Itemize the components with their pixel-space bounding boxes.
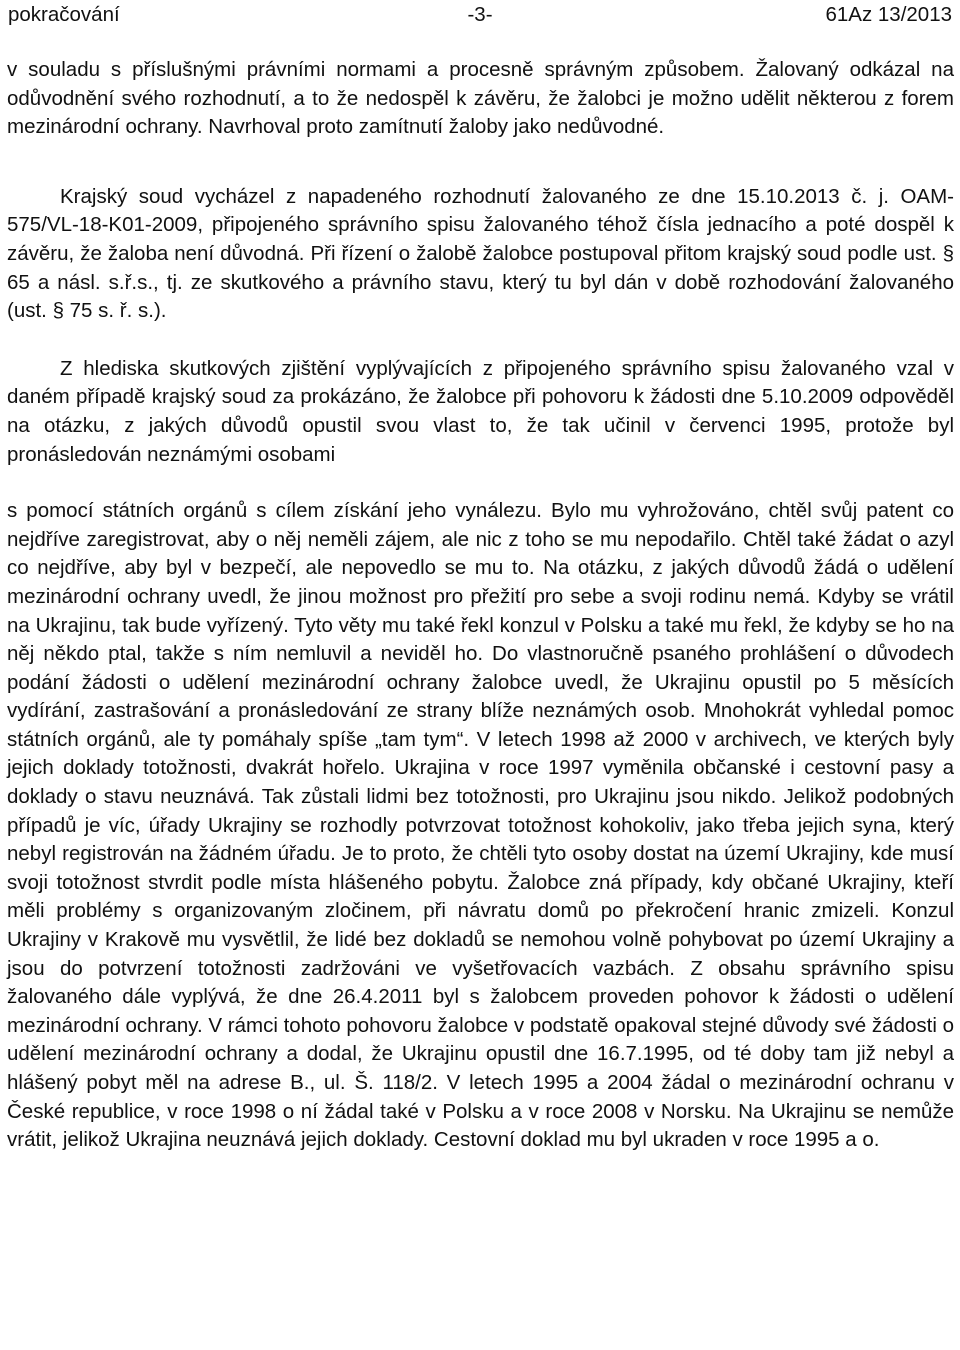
paragraph-findings-part2: s pomocí státních orgánů s cílem získání jeho vynálezu. Bylo mu vyhrožováno, chtěl svůj patent co nejdříve zaregistrovat, aby o něj neměli zájem, ale nic z toho se mu nepodařilo. Chtěl také žádat o azyl co nejdříve, aby byl v bezpečí, ale nepovedlo se mu to. Na otázku, z jakých důvodů žádá o udělení mezinárodní ochrany uvedl, že jinou možnost pro přežití pro sebe a svoji rodinu nemá. Kdyby se vrátil na Ukrajinu, tak bude vyřízený. Tyto věty mu také řekl konzul v Polsku a také mu řekl, že kdyby se ho na něj někdo ptal, takže s ním nemluvil a neviděl ho. Do vlastnoručně psaného prohlášení o důvodech podání žádosti o udělení mezinárodní ochrany žalobce uvedl, že Ukrajinu opustil po 5 měsících vydírání, zastrašování a pronásledování ze strany blíže neznámých osob. Mnohokrát vyhledal pomoc státních orgánů, ale ty pomáhaly spíše „tam tym“. V letech 1998 až 2000 v archivech, ve kterých byly jejich doklady totožnosti, dvakrát hořelo. Ukrajina v roce 1997 vyměnila občanské i cestovní pasy a doklady o stavu neuznává. Tak zůstali lidmi bez totožnosti, pro Ukrajinu jsou nikdo. Jelikož podobných případů je víc, úřady Ukrajiny se rozhodly potvrzovat totožnost kohokoliv, jako třeba jejich syna, který nebyl registrován na žádném úřadu. Je to proto, že chtěli tyto osoby dostat na území Ukrajiny, kde musí svoji totožnost stvrdit podle místa hlášeného pobytu. Žalobce zná případy, kdy občané Ukrajiny, kteří měli problémy s organizovaným zločinem, při návratu domů po překročení hranic zmizeli. Konzul Ukrajiny v Krakově mu vysvětlil, že lidé bez dokladů se nemohou volně pohybovat po území Ukrajiny a jsou do potvrzení totožnosti zadržováni ve vyšetřovacích vazbách. Z obsahu správního spisu žalovaného dále vyplývá, že dne 26.4.2011 byl s žalobcem proveden pohovor k žádosti o udělení mezinárodní ochrany. V rámci tohoto pohovoru žalobce v podstatě opakoval stejné důvody své žádosti o udělení mezinárodní ochrany a dodal, že Ukrajinu opustil dne 16.7.1995, od té doby tam již nebyl a hlášený pobyt měl na adrese B., ul. Š. 118/2. V letech 1995 a 2004 žádal o mezinárodní ochranu v České republice, v roce 1998 o ní žádal také v Polsku a v roce 2008 v Norsku. Na Ukrajinu se nemůže vrátit, jelikož Ukrajina neuznává jejich doklady. Cestovní doklad mu byl ukraden v roce 1995 a o. <box>7 499 954 1152</box>
paragraph-court-basis: Krajský soud vycházel z napadeného rozhodnutí žalovaného ze dne 15.10.2013 č. j. OAM-575/VL-18-K01-2009, připojeného správního spisu žalovaného téhož čísla jednacího a poté dospěl k závěru, že žaloba není důvodná. Při řízení o žalobě žalobce postupoval přitom krajský soud podle ust. § 65 a násl. s.ř.s., tj. ze skutkového a právního stavu, který tu byl dán v době rozhodování žalovaného (ust. § 75 s. ř. s.). <box>7 184 954 323</box>
header-continuation-label: pokračování <box>8 3 120 26</box>
document-body <box>7 56 954 1155</box>
page-number: -3- <box>467 3 493 26</box>
paragraph-spacer <box>7 326 954 355</box>
page-header <box>8 3 952 27</box>
paragraph-findings-part1: Z hlediska skutkových zjištění vyplývajících z připojeného správního spisu žalovaného vzal v daném případě krajský soud za prokázáno, že žalobce při pohovoru k žádosti dne 5.10.2009 odpověděl na otázku, z jakých důvodů opustil svou vlast to, že tak učinil v červenci 1995, protože byl pronásledován neznámými osobami <box>7 356 954 466</box>
paragraph-spacer <box>7 469 954 497</box>
paragraph-defendant-statement: v souladu s příslušnými právními normami a procesně správným způsobem. Žalovaný odkázal na odůvodnění svého rozhodnutí, a to že nedospěl k závěru, že žalobci je možno udělit některou z forem mezinárodní ochrany. Navrhoval proto zamítnutí žaloby jako nedůvodné. <box>7 58 954 139</box>
case-number: 61Az 13/2013 <box>825 3 952 26</box>
paragraph-spacer <box>7 142 954 183</box>
